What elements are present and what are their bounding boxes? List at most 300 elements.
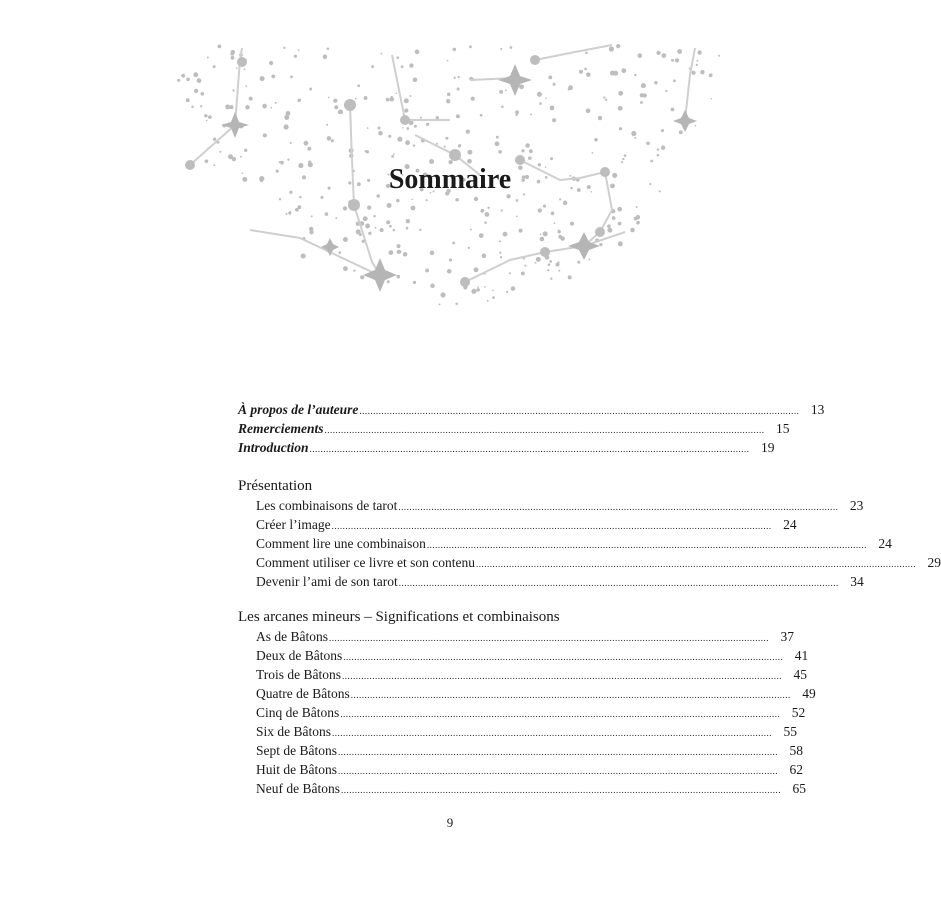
star-dot bbox=[217, 44, 221, 48]
dot-leader: ................................................................................................................................................................ bbox=[340, 709, 781, 719]
star-dot bbox=[213, 138, 216, 141]
star-dot bbox=[521, 149, 524, 152]
star-dot bbox=[365, 224, 370, 229]
toc-entry-label: Neuf de Bâtons bbox=[256, 781, 340, 796]
toc-entry-label: Sept de Bâtons bbox=[256, 743, 337, 758]
star-dot bbox=[498, 150, 502, 154]
star-dot bbox=[545, 97, 547, 99]
star-dot bbox=[487, 300, 489, 302]
star-dot bbox=[326, 124, 328, 126]
star-dot bbox=[245, 85, 247, 87]
star-dot bbox=[401, 65, 404, 68]
star-dot bbox=[618, 106, 623, 111]
star-dot bbox=[501, 210, 503, 212]
star-dot bbox=[553, 83, 556, 86]
dot-leader: ................................................................................................................................................................ bbox=[343, 652, 784, 662]
star-dot bbox=[263, 133, 267, 137]
star-dot bbox=[403, 252, 408, 257]
star-dot bbox=[325, 212, 329, 216]
star-dot bbox=[207, 57, 209, 59]
star-dot bbox=[449, 258, 452, 261]
star-dot bbox=[634, 137, 636, 139]
star-dot bbox=[309, 88, 312, 91]
star-dot bbox=[445, 137, 448, 140]
star-dot bbox=[323, 55, 328, 60]
star-dot bbox=[496, 136, 499, 139]
star-dot bbox=[665, 90, 667, 92]
star-dot bbox=[551, 212, 555, 216]
star-dot bbox=[631, 131, 636, 136]
star-dot bbox=[271, 74, 275, 78]
star-dot bbox=[453, 48, 457, 52]
star-dot bbox=[335, 217, 337, 219]
star-dot bbox=[618, 241, 623, 246]
star-dot bbox=[509, 272, 511, 274]
star-dot bbox=[410, 95, 412, 97]
star-dot bbox=[458, 76, 460, 78]
star-dot bbox=[333, 99, 337, 103]
star-dot bbox=[260, 76, 265, 81]
star-dot bbox=[373, 215, 375, 217]
star-dot bbox=[550, 106, 555, 111]
toc-entry[interactable] bbox=[238, 684, 816, 703]
toc-entry-page: 41 bbox=[794, 648, 809, 663]
star-dot bbox=[641, 83, 646, 88]
star-dot bbox=[543, 205, 546, 208]
star-dot bbox=[331, 139, 334, 142]
star-dot bbox=[634, 217, 638, 221]
star-dot bbox=[548, 75, 552, 79]
star-dot bbox=[552, 118, 556, 122]
star-dot bbox=[430, 284, 435, 289]
star-dot bbox=[471, 289, 476, 294]
star-dot bbox=[673, 79, 676, 82]
star-dot bbox=[439, 303, 441, 305]
star-dot bbox=[404, 98, 409, 103]
star-dot bbox=[387, 203, 392, 208]
toc-entry[interactable] bbox=[238, 553, 941, 572]
dot-leader: ................................................................................................................................................................ bbox=[475, 559, 916, 569]
star-dot bbox=[301, 253, 306, 258]
star-dot bbox=[327, 47, 330, 50]
toc-entry-page: 45 bbox=[793, 667, 808, 682]
star-dot bbox=[230, 105, 234, 109]
star-dot bbox=[471, 97, 475, 101]
star-dot bbox=[397, 250, 401, 254]
star-dot bbox=[657, 148, 659, 150]
star-dot bbox=[549, 260, 552, 263]
star-dot bbox=[249, 97, 253, 101]
star-dot bbox=[419, 229, 421, 231]
star-dot bbox=[577, 261, 580, 264]
toc-entry-page: 62 bbox=[789, 762, 803, 777]
star-dot bbox=[420, 117, 422, 119]
star-dot bbox=[563, 201, 567, 205]
star-dot bbox=[492, 290, 494, 292]
star-dot bbox=[519, 229, 523, 233]
star-dot bbox=[458, 144, 461, 147]
star-dot bbox=[389, 250, 394, 255]
star-dot bbox=[529, 149, 533, 153]
star-dot bbox=[540, 234, 542, 236]
toc-entry-label: As de Bâtons bbox=[256, 629, 328, 644]
dot-leader: ................................................................................................................................................................ bbox=[426, 540, 867, 550]
star-dot bbox=[618, 222, 622, 226]
star-dot bbox=[585, 51, 588, 54]
star-dot bbox=[307, 147, 311, 151]
star-dot bbox=[295, 208, 299, 212]
toc-entry-label: Six de Bâtons bbox=[256, 724, 332, 739]
star-dot bbox=[599, 243, 602, 246]
star-dot bbox=[284, 115, 289, 120]
star-dot bbox=[406, 219, 410, 223]
star-dot bbox=[219, 151, 221, 153]
dot-leader: ................................................................................................................................................................ bbox=[342, 671, 783, 681]
star-dot bbox=[397, 56, 400, 59]
toc-entry-label: Trois de Bâtons bbox=[256, 667, 342, 682]
star-dot bbox=[619, 127, 622, 130]
star-dot bbox=[395, 92, 397, 94]
star-dot bbox=[677, 49, 682, 54]
star-dot bbox=[636, 206, 638, 208]
star-dot bbox=[269, 61, 273, 65]
star-dot bbox=[586, 108, 591, 113]
star-dot bbox=[558, 270, 560, 272]
star-dot bbox=[356, 229, 361, 234]
toc-entry[interactable] bbox=[238, 665, 808, 684]
section-heading-presentation: Présentation bbox=[238, 478, 313, 494]
star-dot bbox=[447, 269, 452, 274]
star-dot bbox=[484, 212, 489, 217]
toc-entry-page: 29 bbox=[927, 555, 941, 570]
star-dot bbox=[484, 221, 487, 224]
star-dot bbox=[598, 116, 602, 120]
toc-entry-page: 37 bbox=[780, 629, 794, 644]
star-dot bbox=[447, 92, 451, 96]
star-dot bbox=[364, 96, 368, 100]
toc-entry-introduction[interactable] bbox=[238, 438, 775, 457]
toc-entry[interactable] bbox=[238, 646, 809, 665]
star-dot bbox=[303, 141, 308, 146]
toc-entry-label: Devenir l’ami de son tarot bbox=[256, 574, 398, 589]
star-dot bbox=[696, 64, 698, 66]
star-dot bbox=[594, 138, 598, 142]
star-dot bbox=[289, 211, 291, 213]
star-dot bbox=[225, 104, 230, 109]
dot-leader: ................................................................................................................................................................ bbox=[398, 502, 839, 512]
star-dot bbox=[616, 44, 620, 48]
star-dot bbox=[506, 291, 508, 293]
star-dot bbox=[191, 106, 193, 108]
star-dot bbox=[447, 60, 449, 62]
star-dot bbox=[501, 106, 504, 109]
star-dot bbox=[515, 113, 518, 116]
star-dot bbox=[636, 221, 640, 225]
star-dot bbox=[554, 222, 556, 224]
star-dot bbox=[474, 267, 479, 272]
star-dot bbox=[695, 125, 697, 127]
star-dot bbox=[397, 137, 402, 142]
star-dot bbox=[492, 296, 495, 299]
star-dot bbox=[500, 48, 502, 50]
star-dot bbox=[338, 110, 342, 114]
star-dot bbox=[444, 146, 446, 148]
star-dot bbox=[367, 127, 369, 129]
star-dot bbox=[661, 129, 664, 132]
star-dot bbox=[343, 266, 348, 271]
star-dot bbox=[613, 71, 618, 76]
star-dot bbox=[525, 143, 529, 147]
star-dot bbox=[353, 270, 355, 272]
toc-entry-page: 24 bbox=[783, 517, 797, 532]
toc-entry[interactable] bbox=[238, 741, 803, 760]
star-dot bbox=[186, 98, 190, 102]
star-dot bbox=[657, 154, 660, 157]
star-dot bbox=[386, 98, 390, 102]
star-dot bbox=[343, 206, 347, 210]
star-dot bbox=[505, 89, 507, 91]
star-dot bbox=[586, 72, 591, 77]
star-dot bbox=[404, 108, 408, 112]
star-dot bbox=[365, 150, 367, 152]
star-dot bbox=[679, 130, 683, 134]
toc-entry[interactable] bbox=[238, 722, 798, 741]
star-dot bbox=[638, 53, 643, 58]
star-dot bbox=[232, 89, 234, 91]
star-dot bbox=[327, 136, 332, 141]
star-dot bbox=[570, 222, 574, 226]
star-dot bbox=[231, 56, 235, 60]
star-dot bbox=[568, 275, 572, 279]
star-dot bbox=[440, 292, 445, 297]
star-dot bbox=[413, 78, 418, 83]
star-dot bbox=[480, 114, 483, 117]
page-title: Sommaire bbox=[388, 164, 512, 195]
dot-leader: ................................................................................................................................................................ bbox=[332, 728, 773, 738]
star-dot bbox=[550, 278, 552, 280]
star-dot bbox=[521, 271, 525, 275]
toc-entry[interactable] bbox=[238, 496, 864, 515]
star-dot bbox=[200, 92, 204, 96]
star-dot bbox=[177, 79, 180, 82]
star-dot bbox=[484, 286, 486, 288]
star-dot bbox=[396, 275, 400, 279]
star-dot bbox=[530, 114, 532, 116]
star-dot bbox=[630, 228, 634, 232]
dot-leader: ................................................................................................................................................................ bbox=[350, 690, 791, 700]
star-dot bbox=[186, 78, 190, 82]
toc-entry[interactable] bbox=[238, 515, 797, 534]
star-dot bbox=[568, 88, 570, 90]
star-dot bbox=[285, 213, 287, 215]
star-dot bbox=[213, 65, 216, 68]
star-dot bbox=[579, 70, 583, 74]
toc-entry-page: 15 bbox=[775, 421, 790, 436]
toc-entry[interactable] bbox=[238, 703, 806, 722]
star-dot bbox=[697, 50, 701, 54]
star-dot bbox=[230, 52, 234, 56]
star-dot bbox=[415, 50, 420, 55]
star-dot bbox=[560, 236, 565, 241]
star-dot bbox=[298, 49, 300, 51]
star-dot bbox=[375, 227, 377, 229]
star-dot bbox=[709, 73, 713, 77]
toc-entry-page: 55 bbox=[783, 724, 798, 739]
toc-entry-label: Quatre de Bâtons bbox=[256, 686, 350, 701]
star-dot bbox=[454, 77, 456, 79]
star-dot bbox=[499, 251, 501, 253]
star-dot bbox=[204, 114, 207, 117]
star-dot bbox=[511, 286, 516, 291]
star-dot bbox=[455, 302, 458, 305]
star-dot bbox=[405, 140, 410, 145]
star-dot bbox=[244, 149, 247, 152]
star-dot bbox=[675, 58, 679, 62]
star-dot bbox=[538, 208, 542, 212]
star-dot bbox=[588, 259, 590, 261]
toc-entry[interactable] bbox=[238, 779, 806, 798]
star-dot bbox=[270, 107, 272, 109]
toc-entry-label: Cinq de Bâtons bbox=[256, 705, 340, 720]
dot-leader: ................................................................................................................................................................ bbox=[324, 425, 765, 435]
star-dot bbox=[519, 84, 524, 89]
star-dot bbox=[477, 286, 479, 288]
star-dot bbox=[426, 123, 429, 126]
star-dot bbox=[294, 55, 297, 58]
star-dot bbox=[283, 47, 285, 49]
star-dot bbox=[540, 237, 545, 242]
toc-entry-label: À propos de l’auteure bbox=[238, 402, 359, 417]
star-dot bbox=[692, 71, 696, 75]
star-dot bbox=[510, 46, 513, 49]
star-dot bbox=[378, 131, 383, 136]
star-dot bbox=[605, 99, 607, 101]
star-dot bbox=[181, 74, 185, 78]
star-dot bbox=[495, 141, 500, 146]
star-dot bbox=[482, 254, 487, 259]
star-dot bbox=[584, 68, 587, 71]
star-dot bbox=[618, 91, 623, 96]
star-dot bbox=[343, 237, 348, 242]
star-dot bbox=[661, 53, 666, 58]
star-dot bbox=[634, 74, 636, 76]
star-dot bbox=[357, 84, 360, 87]
star-dot bbox=[244, 68, 246, 70]
star-dot bbox=[328, 97, 330, 99]
star-dot bbox=[194, 89, 198, 93]
star-dot bbox=[309, 230, 313, 234]
toc-entry-page: 23 bbox=[849, 498, 864, 513]
star-dot bbox=[466, 129, 470, 133]
star-dot bbox=[391, 155, 394, 158]
star-dot bbox=[481, 209, 485, 213]
star-dot bbox=[393, 229, 396, 232]
toc-entry-label: Deux de Bâtons bbox=[256, 648, 343, 663]
section-heading-minor-arcana: Les arcanes mineurs – Significations et combinaisons bbox=[238, 609, 560, 625]
star-dot bbox=[621, 68, 626, 73]
star-dot bbox=[558, 230, 560, 232]
star-dot bbox=[371, 65, 374, 68]
star-dot bbox=[290, 75, 293, 78]
star-dot bbox=[468, 247, 470, 249]
toc-entry[interactable] bbox=[238, 534, 892, 553]
star-dot bbox=[467, 150, 472, 155]
star-dot bbox=[603, 96, 605, 98]
star-dot bbox=[389, 225, 392, 228]
star-dot bbox=[696, 60, 698, 62]
star-dot bbox=[262, 104, 267, 109]
toc-entry[interactable] bbox=[238, 627, 794, 646]
star-dot bbox=[469, 45, 472, 48]
star-dot bbox=[607, 228, 612, 233]
toc-entry[interactable] bbox=[238, 572, 864, 591]
star-dot bbox=[457, 87, 460, 90]
star-dot bbox=[456, 114, 460, 118]
star-dot bbox=[360, 275, 364, 279]
star-dot bbox=[284, 124, 289, 129]
star-dot bbox=[413, 281, 416, 284]
star-dot bbox=[499, 90, 503, 94]
star-dot bbox=[661, 145, 665, 149]
star-dot bbox=[396, 244, 400, 248]
star-dot bbox=[390, 97, 394, 101]
star-dot bbox=[500, 256, 502, 258]
star-dot bbox=[516, 216, 518, 218]
star-dot bbox=[393, 153, 395, 155]
star-dot bbox=[193, 72, 198, 77]
star-dot bbox=[671, 59, 674, 62]
star-dot bbox=[414, 125, 417, 128]
star-dot bbox=[548, 263, 551, 266]
star-dot bbox=[386, 220, 390, 224]
star-dot bbox=[592, 152, 594, 154]
star-dot bbox=[617, 207, 622, 212]
toc-entry[interactable] bbox=[238, 760, 803, 779]
star-dot bbox=[236, 67, 238, 69]
star-dot bbox=[311, 215, 313, 217]
dot-leader: ................................................................................................................................................................ bbox=[359, 406, 800, 416]
star-dot bbox=[430, 251, 435, 256]
star-dot bbox=[607, 224, 611, 228]
toc-entry-page: 58 bbox=[789, 743, 803, 758]
star-dot bbox=[537, 92, 542, 97]
star-dot bbox=[413, 144, 415, 146]
toc-entry-author[interactable] bbox=[238, 400, 825, 419]
page-number: 9 bbox=[446, 815, 454, 830]
dot-leader: ................................................................................................................................................................ bbox=[329, 633, 769, 643]
toc-entry-label: Huit de Bâtons bbox=[256, 762, 337, 777]
toc-entry-page: 13 bbox=[810, 402, 825, 417]
star-dot bbox=[378, 127, 381, 130]
star-dot bbox=[406, 127, 409, 130]
dot-leader: ................................................................................................................................................................ bbox=[309, 444, 750, 454]
toc-entry-label: Les combinaisons de tarot bbox=[256, 498, 398, 513]
star-dot bbox=[245, 105, 249, 109]
toc-entry-page: 52 bbox=[791, 705, 806, 720]
star-dot bbox=[656, 51, 660, 55]
dot-leader: ................................................................................................................................................................ bbox=[338, 766, 778, 776]
star-dot bbox=[700, 70, 704, 74]
star-dot bbox=[380, 53, 382, 55]
star-dot bbox=[640, 101, 643, 104]
star-dot bbox=[654, 81, 657, 84]
dot-leader: ................................................................................................................................................................ bbox=[338, 747, 778, 757]
dot-leader: ................................................................................................................................................................ bbox=[398, 578, 839, 588]
star-dot bbox=[539, 102, 542, 105]
toc-entry-acknowledgements[interactable] bbox=[238, 419, 790, 438]
star-dot bbox=[503, 232, 508, 237]
star-dot bbox=[476, 288, 480, 292]
